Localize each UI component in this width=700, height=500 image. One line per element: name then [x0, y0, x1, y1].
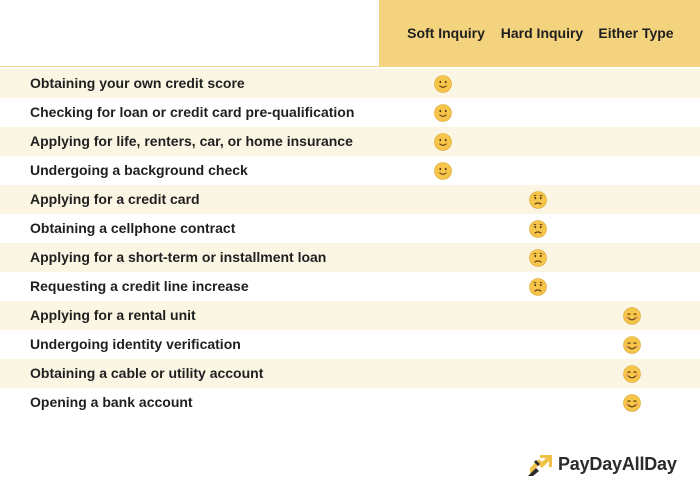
blushing-smiling-face-icon — [623, 336, 641, 354]
blushing-smiling-face-icon — [623, 307, 641, 325]
table-row — [0, 272, 700, 301]
table-row — [0, 214, 700, 243]
brand-name: PayDayAllDay — [558, 453, 677, 474]
table-row — [0, 330, 700, 359]
row-label: Applying for a credit card — [30, 191, 200, 207]
column-header-soft-inquiry: Soft Inquiry — [407, 25, 485, 41]
blushing-smiling-face-icon — [623, 394, 641, 412]
row-label: Undergoing identity verification — [30, 336, 241, 352]
row-label: Opening a bank account — [30, 394, 193, 410]
row-label: Applying for a rental unit — [30, 307, 196, 323]
column-header-either-type: Either Type — [598, 25, 674, 41]
worried-face-icon — [529, 278, 547, 296]
table-row — [0, 243, 700, 272]
table-row — [0, 98, 700, 127]
row-label: Obtaining a cellphone contract — [30, 220, 236, 236]
table-row — [0, 301, 700, 330]
table-row — [0, 156, 700, 185]
row-label: Applying for life, renters, car, or home insurance — [30, 133, 353, 149]
table-row — [0, 185, 700, 214]
table-row — [0, 359, 700, 388]
row-label: Applying for a short-term or installment loan — [30, 249, 327, 265]
slightly-smiling-face-icon — [434, 75, 452, 93]
worried-face-icon — [529, 220, 547, 238]
worried-face-icon — [529, 249, 547, 267]
table-row — [0, 127, 700, 156]
header-divider — [0, 66, 379, 67]
slightly-smiling-face-icon — [434, 104, 452, 122]
row-label: Requesting a credit line increase — [30, 278, 249, 294]
inquiry-table — [0, 69, 700, 417]
slightly-smiling-face-icon — [434, 133, 452, 151]
table-row — [0, 388, 700, 417]
worried-face-icon — [529, 191, 547, 209]
row-label: Obtaining a cable or utility account — [30, 365, 264, 381]
blushing-smiling-face-icon — [623, 365, 641, 383]
row-label: Obtaining your own credit score — [30, 75, 245, 91]
slightly-smiling-face-icon — [434, 162, 452, 180]
column-header-hard-inquiry: Hard Inquiry — [500, 25, 584, 41]
row-label: Undergoing a background check — [30, 162, 248, 178]
row-label: Checking for loan or credit card pre-qualification — [30, 104, 355, 120]
table-row — [0, 69, 700, 98]
arrow-logo-icon — [528, 452, 552, 476]
brand-logo — [528, 452, 677, 476]
